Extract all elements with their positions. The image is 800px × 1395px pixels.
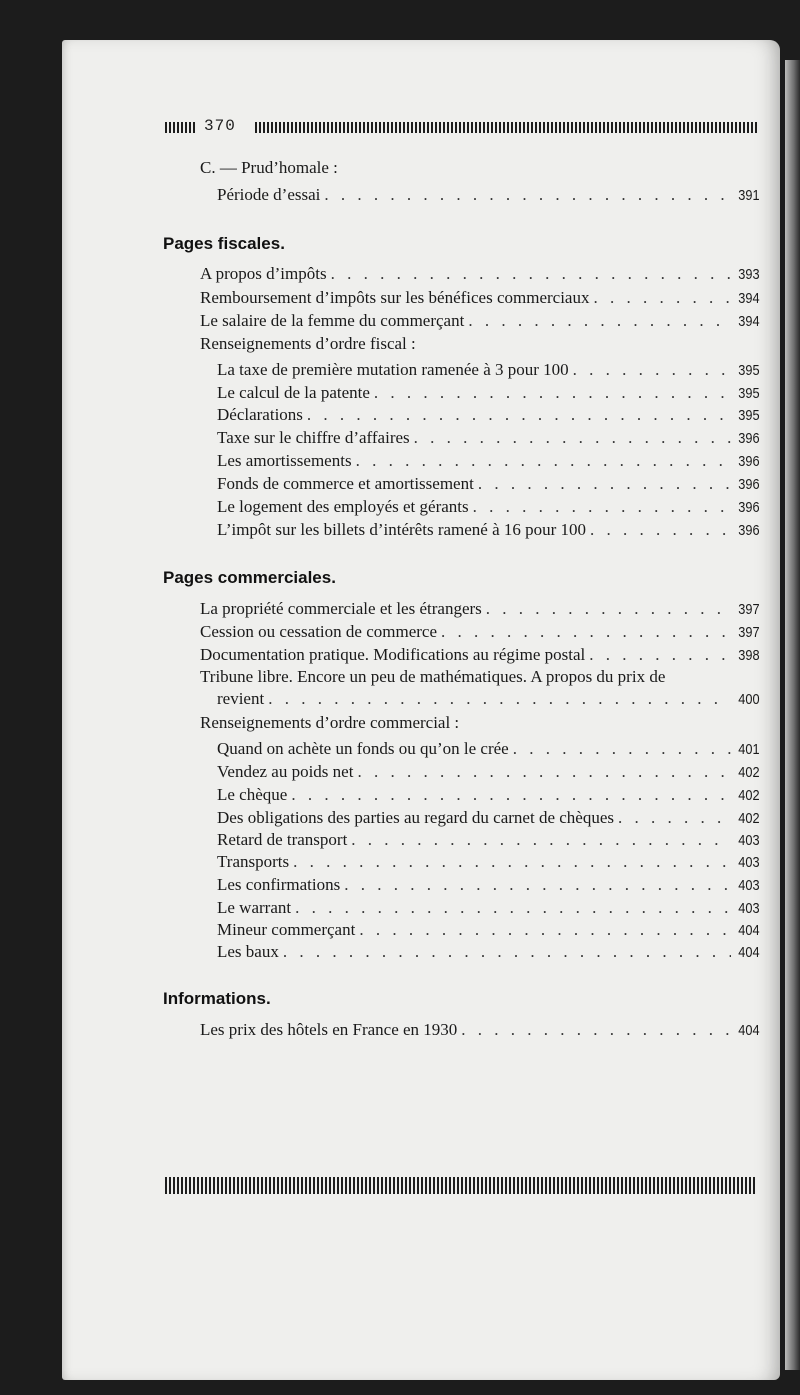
toc-entry-page: 395 — [738, 385, 760, 402]
leader-dots — [618, 808, 731, 828]
toc-entry — [217, 405, 760, 427]
toc-entry — [200, 599, 760, 621]
section-title-commerciales: Pages commerciales. — [163, 568, 336, 587]
toc-entry-label: Remboursement d’impôts sur les bénéfices commerciaux — [200, 288, 590, 307]
toc-entry — [217, 739, 760, 761]
toc-entry — [200, 311, 760, 333]
section-heading-prudhomale: C. — Prud’homale : — [200, 158, 338, 177]
toc-entry-page: 402 — [738, 764, 760, 781]
toc-entry-page: 396 — [738, 476, 760, 493]
leader-dots — [359, 920, 731, 940]
toc-entry-label: Transports — [217, 852, 290, 871]
section-title-informations: Informations. — [163, 989, 271, 1008]
running-header — [165, 118, 757, 138]
toc-entry — [217, 942, 760, 964]
leader-dots — [283, 942, 731, 962]
toc-entry-page: 393 — [738, 266, 760, 283]
leader-dots — [357, 762, 731, 782]
toc-entry — [200, 288, 760, 310]
toc-entry — [217, 497, 760, 519]
toc-entry — [217, 852, 760, 874]
toc-entry — [217, 383, 760, 405]
leader-dots — [473, 497, 731, 517]
toc-entry-label: Des obligations des parties au regard du carnet de chèques — [217, 808, 614, 827]
toc-entry-label: Retard de transport — [217, 830, 348, 849]
toc-entry — [217, 185, 760, 207]
toc-entry-page: 395 — [738, 407, 760, 424]
toc-entry-page: 397 — [738, 624, 760, 641]
toc-entry — [217, 808, 760, 830]
toc-entry-page: 403 — [738, 900, 760, 917]
leader-dots — [590, 520, 731, 540]
tribune-line-1: Tribune libre. Encore un peu de mathématiques. A propos du prix de — [200, 667, 666, 686]
toc-entry-label: Cession ou cessation de commerce — [200, 622, 437, 641]
toc-entry-page: 403 — [738, 854, 760, 871]
toc-entry — [217, 451, 760, 473]
toc-entry-label: revient — [217, 689, 265, 708]
toc-entry-page: 398 — [738, 647, 760, 664]
leader-dots — [478, 474, 731, 494]
header-ornament — [165, 122, 195, 133]
toc-entry-label: Les baux — [217, 942, 279, 961]
toc-entry-label: Déclarations — [217, 405, 303, 424]
leader-dots — [441, 622, 731, 642]
leader-dots — [513, 739, 731, 759]
leader-dots — [593, 288, 731, 308]
leader-dots — [291, 785, 731, 805]
footer-ornament-rule — [165, 1177, 757, 1194]
toc-entry — [217, 428, 760, 450]
toc-entry-label: La taxe de première mutation ramenée à 3 pour 100 — [217, 360, 569, 379]
toc-entry — [217, 474, 760, 496]
toc-entry-page: 403 — [738, 832, 760, 849]
page-edge-shadow — [785, 60, 800, 1370]
toc-entry-page: 396 — [738, 499, 760, 516]
toc-entry — [217, 520, 760, 542]
toc-entry-page: 402 — [738, 787, 760, 804]
toc-entry-page: 396 — [738, 453, 760, 470]
toc-entry — [217, 360, 760, 382]
toc-entry-label: Période d’essai — [217, 185, 321, 204]
leader-dots — [295, 898, 731, 918]
toc-entry-label: Mineur commerçant — [217, 920, 356, 939]
toc-entry-page: 396 — [738, 522, 760, 539]
toc-entry-label: Le calcul de la patente — [217, 383, 370, 402]
toc-entry — [200, 264, 760, 286]
toc-entry-label: L’impôt sur les billets d’intérêts ramené à 16 pour 100 — [217, 520, 587, 539]
toc-entry-page: 404 — [738, 944, 760, 961]
toc-entry-label: Le logement des employés et gérants — [217, 497, 469, 516]
toc-entry — [217, 830, 760, 852]
leader-dots — [468, 311, 731, 331]
leader-dots — [351, 830, 731, 850]
section-title-fiscales: Pages fiscales. — [163, 234, 285, 253]
leader-dots — [374, 383, 731, 403]
leader-dots — [356, 451, 731, 471]
toc-entry-page: 403 — [738, 877, 760, 894]
toc-entry-label: Vendez au poids net — [217, 762, 354, 781]
toc-entry — [217, 920, 760, 942]
toc-entry — [217, 875, 760, 897]
toc-entry — [217, 762, 760, 784]
leader-dots — [573, 360, 731, 380]
header-rule — [255, 122, 757, 133]
toc-entry-label: Les amortissements — [217, 451, 352, 470]
toc-entry-page: 394 — [738, 290, 760, 307]
leader-dots — [344, 875, 731, 895]
toc-entry — [217, 689, 760, 711]
toc-entry — [200, 1020, 760, 1042]
toc-entry-page: 395 — [738, 362, 760, 379]
toc-entry-page: 394 — [738, 313, 760, 330]
toc-entry-label: Le salaire de la femme du commerçant — [200, 311, 465, 330]
toc-entry-label: Le chèque — [217, 785, 288, 804]
toc-entry-label: Fonds de commerce et amortissement — [217, 474, 474, 493]
toc-entry-page: 402 — [738, 810, 760, 827]
toc-entry-page: 404 — [738, 1022, 760, 1039]
toc-entry-page: 397 — [738, 601, 760, 618]
toc-entry — [217, 898, 760, 920]
toc-entry-label: Le warrant — [217, 898, 292, 917]
toc-entry-page: 396 — [738, 430, 760, 447]
leader-dots — [293, 852, 731, 872]
toc-entry-page: 400 — [738, 691, 760, 708]
sub-heading-commercial: Renseignements d’ordre commercial : — [200, 713, 460, 732]
leader-dots — [331, 264, 731, 284]
leader-dots — [486, 599, 731, 619]
toc-entry-label: Les prix des hôtels en France en 1930 — [200, 1020, 458, 1039]
toc-entry-page: 404 — [738, 922, 760, 939]
toc-entry — [200, 622, 760, 644]
toc-entry-label: A propos d’impôts — [200, 264, 327, 283]
sub-heading-fiscal: Renseignements d’ordre fiscal : — [200, 334, 416, 353]
toc-entry-label: Les confirmations — [217, 875, 341, 894]
toc-entry-label: La propriété commerciale et les étrangers — [200, 599, 482, 618]
toc-entry — [217, 785, 760, 807]
toc-entry-label: Quand on achète un fonds ou qu’on le crée — [217, 739, 509, 758]
toc-entry-label: Taxe sur le chiffre d’affaires — [217, 428, 410, 447]
toc-entry-label: Documentation pratique. Modifications au régime postal — [200, 645, 586, 664]
page-number: 370 — [204, 117, 236, 135]
toc-entry-page: 391 — [738, 187, 760, 204]
toc-entry-page: 401 — [738, 741, 760, 758]
leader-dots — [268, 689, 731, 709]
toc-entry — [200, 645, 760, 667]
leader-dots — [324, 185, 731, 205]
leader-dots — [589, 645, 731, 665]
leader-dots — [461, 1020, 731, 1040]
leader-dots — [307, 405, 731, 425]
leader-dots — [414, 428, 731, 448]
